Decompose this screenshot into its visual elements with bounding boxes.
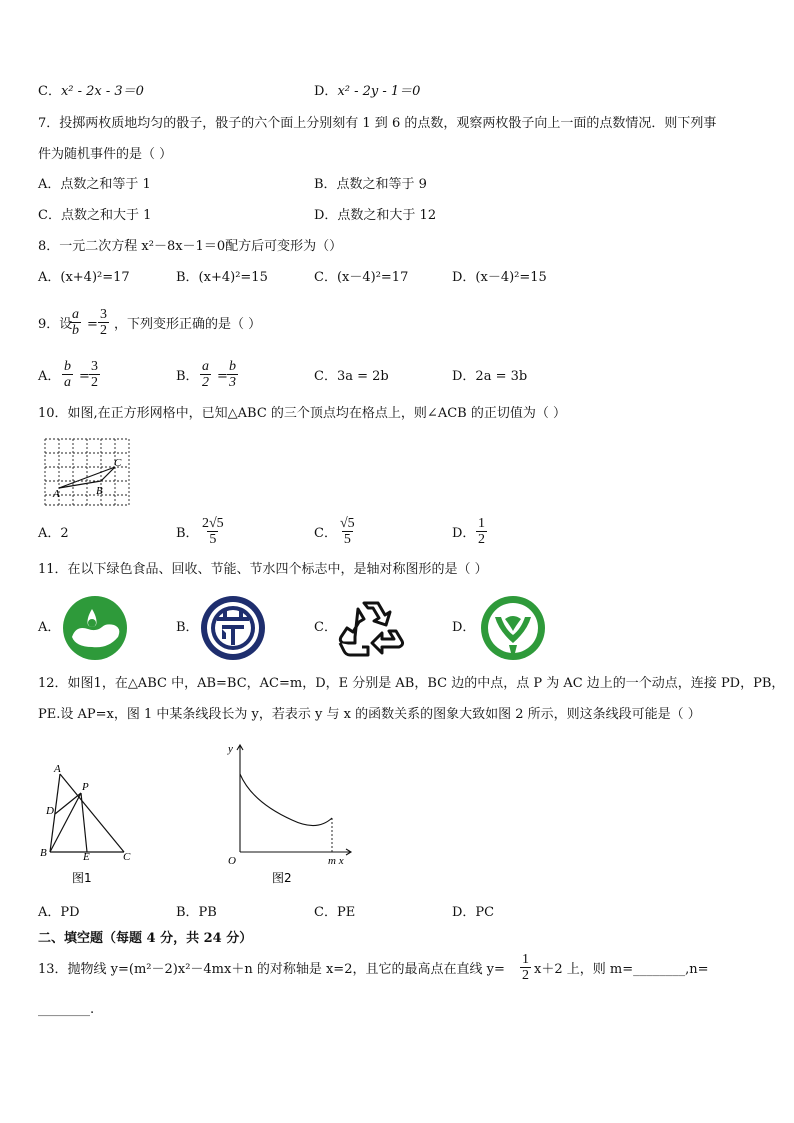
q9-stem-pre: 9．设 [38,317,73,332]
q12-stem-line1: 12．如图1，在△ABC 中，AB=BC，AC=m，D，E 分别是 AB，BC 边的中点，点 P 为 AC 边上的一个动点，连接 PD，PB， [38,676,785,691]
q9-option-b-f1-num: a [202,359,209,374]
q9-option-a-f1-den: a [64,375,71,390]
q12-fig1-label-a: A [54,763,61,775]
q9-option-b-frac1 [200,359,211,390]
q10-option-d-frac [476,516,487,547]
q9-option-a-frac1 [62,359,73,390]
q9-fraction-a-b [70,307,81,338]
q11-option-d-label: D． [452,620,476,635]
q9-stem-post: ，下列变形正确的是（ ） [114,317,262,332]
q6-option-c-label: C． [38,84,61,99]
q8-stem: 8．一元二次方程 x²－8x－1＝0配方后可变形为（） [38,239,343,254]
q9-option-c: C．3a = 2b [314,369,389,384]
q12-figure-2 [222,740,362,890]
q9-option-b-equals: = [217,369,228,384]
q6-option-c [38,84,144,100]
recycle-icon [338,595,404,661]
q9-option-b-f2-num: b [229,359,236,374]
q10-option-c-den: 5 [343,532,351,547]
water-saving-logo-icon [475,595,551,661]
q11-option-b-label: B． [176,620,199,635]
q12-option-d: D．PC [452,905,495,920]
q12-fig2-label-mx: m x [328,855,344,867]
q12-fig1-label-d: D [46,805,54,817]
q13-stem-pre: 13．抛物线 y=(m²－2)x²－4mx＋n 的对称轴是 x=2，且它的最高点在直线 y= [38,962,505,977]
q11-option-c-label: C． [314,620,337,635]
q12-option-b: B．PB [176,905,217,920]
q9-frac2-den: 2 [100,323,107,338]
q12-option-c: C．PE [314,905,356,920]
q8-option-d: D．(x－4)²=15 [452,270,547,285]
q6-option-d-label: D． [314,84,338,99]
q10-point-c: C [114,457,122,469]
q10-grid-figure [42,436,132,508]
q7-option-c: C．点数之和大于 1 [38,208,152,223]
q9-option-a-f2-num: 3 [91,359,98,374]
q9-option-a-equals: = [79,369,90,384]
q9-option-b-f1-den: 2 [202,375,209,390]
q7-option-b: B．点数之和等于 9 [314,177,427,192]
q12-fig2-axes [237,745,351,855]
q12-stem-line2: PE.设 AP=x，图 1 中某条线段长为 y，若表示 y 与 x 的函数关系的图象大致如图 2 所示，则这条线段可能是（ ） [38,707,701,722]
q10-option-a: A．2 [38,526,69,541]
q8-option-b: B．(x+4)²=15 [176,270,268,285]
green-food-logo-icon [62,595,128,661]
q10-point-b: B [96,485,103,497]
q7-stem-line1: 7．投掷两枚质地均匀的骰子，骰子的六个面上分别刻有 1 到 6 的点数，观察两枚骰子向上一面的点数情况．则下列事 [38,116,717,131]
q9-frac2-num: 3 [100,307,107,322]
q10-option-d-den: 2 [478,532,485,547]
q9-frac1-den: b [72,323,79,338]
q12-fig1-caption: 图1 [72,871,92,885]
q8-option-a: A．(x+4)²=17 [38,270,130,285]
q12-fig2-label-y: y [228,743,233,755]
q12-fig1-label-b: B [40,847,47,859]
q13-blank-n: ________. [38,1002,95,1017]
q11-stem: 11．在以下绿色食品、回收、节能、节水四个标志中，是轴对称图形的是（ ） [38,562,488,577]
q9-fraction-3-2 [98,307,109,338]
q10-option-b-label: B． [176,526,199,541]
q11-option-a-label: A． [38,620,61,635]
q8-option-c: C．(x－4)²=17 [314,270,409,285]
q12-fig1-label-c: C [123,851,131,863]
q12-fig2-label-o: O [228,855,236,867]
q10-option-c-label: C． [314,526,337,541]
q9-option-d: D．2a = 3b [452,369,528,384]
q9-option-b-f2-den: 3 [229,375,236,390]
q10-option-b-den: 5 [209,532,217,547]
q9-option-a-label: A． [38,369,61,384]
q6-option-c-math: x² - 2x - 3＝0 [60,84,144,99]
q10-point-a: A [53,488,60,500]
q9-option-a-f1-num: b [64,359,71,374]
q12-option-a: A．PD [38,905,80,920]
q10-stem: 10．如图,在正方形网格中，已知△ABC 的三个顶点均在格点上，则∠ACB 的正切值为（ ） [38,406,566,421]
q7-option-a: A．点数之和等于 1 [38,177,151,192]
q10-option-b-num: 2√5 [202,516,224,531]
energy-saving-logo-icon [200,595,266,661]
q10-option-b-frac [200,516,226,547]
q9-option-a-f2-den: 2 [91,375,98,390]
q9-option-a-frac2 [89,359,100,390]
q7-option-d: D．点数之和大于 12 [314,208,437,223]
q10-option-c-num: √5 [340,516,355,531]
q10-option-d-num: 1 [478,516,485,531]
q12-fig2-caption: 图2 [272,871,292,885]
q9-frac1-num: a [72,307,79,322]
q9-option-b-label: B． [176,369,199,384]
q13-frac-num: 1 [522,952,529,967]
section-2-heading: 二、填空题（每题 4 分，共 24 分） [38,931,253,946]
q12-fig1-label-e: E [83,851,90,863]
q9-equals: = [87,317,98,332]
q9-option-b-frac2 [227,359,238,390]
q6-option-d [314,84,420,100]
q10-option-d-label: D． [452,526,476,541]
q12-fig2-curve [240,774,332,826]
q10-option-c-frac [338,516,357,547]
q12-figure-1 [38,760,138,890]
q12-fig1-label-p: P [82,781,89,793]
q6-option-d-math: x² - 2y - 1＝0 [337,84,421,99]
q13-frac-den: 2 [522,968,529,983]
q13-fraction [520,952,531,983]
q13-stem-post: x＋2 上，则 m=________,n= [534,962,709,977]
q7-stem-line2: 件为随机事件的是（ ） [38,147,173,162]
